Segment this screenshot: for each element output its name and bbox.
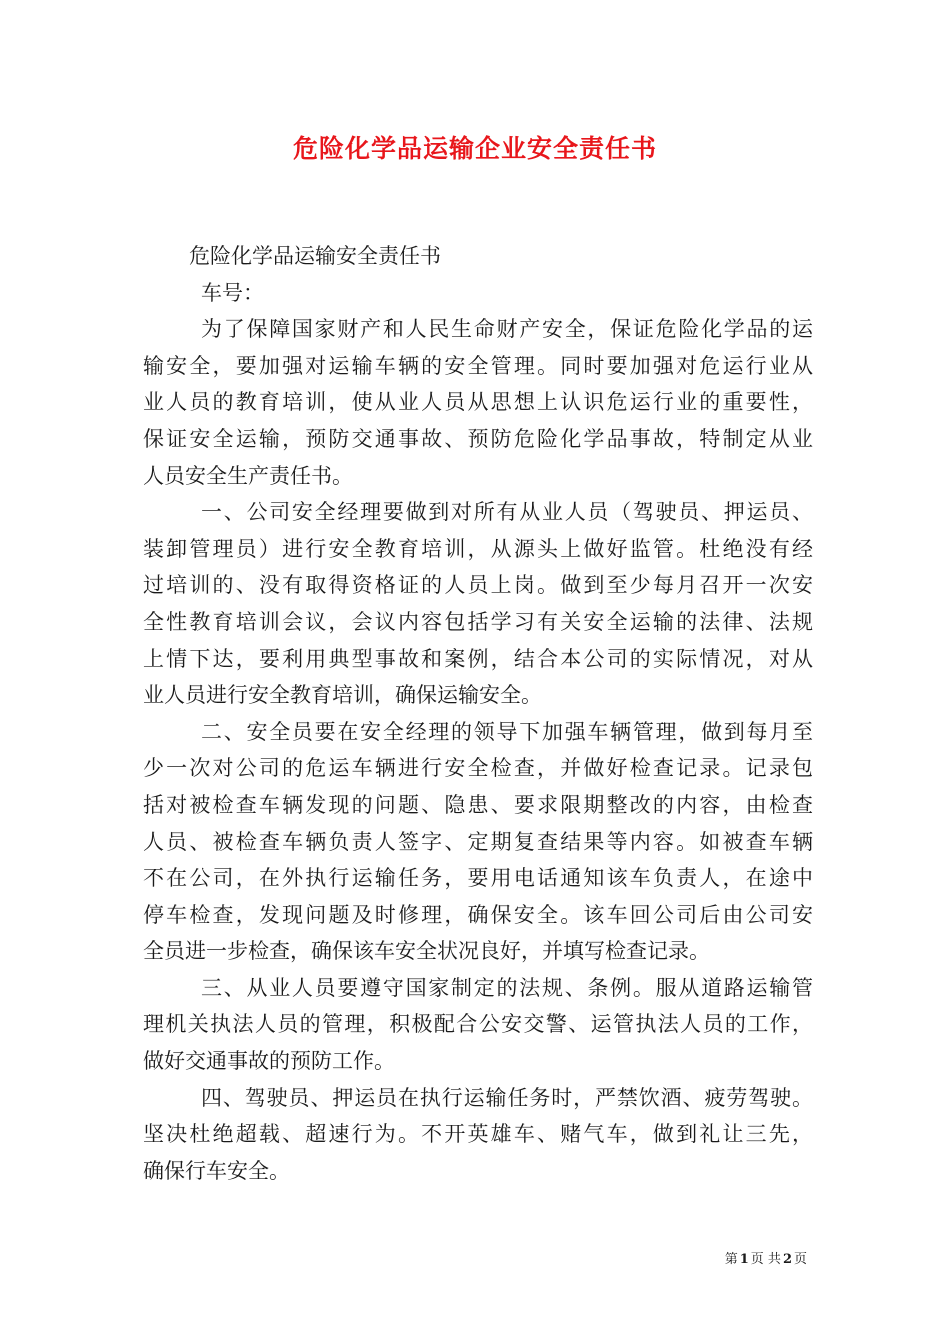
footer-total-pages: 2 (782, 1252, 792, 1267)
paragraph-line: 理机关执法人员的管理，积极配合公安交警、运管执法人员的工作， (143, 1012, 813, 1037)
paragraph-line: 输安全，要加强对运输车辆的安全管理。同时要加强对危运行业从 (143, 353, 813, 378)
paragraph-clause-1 (143, 494, 813, 714)
document-subtitle: 危险化学品运输安全责任书 (189, 244, 441, 268)
document-body (143, 238, 813, 1189)
footer-prefix: 第 (724, 1252, 738, 1267)
paragraph-list (143, 311, 813, 1189)
paragraph-line: 确保行车安全。 (143, 1158, 290, 1183)
paragraph-line: 少一次对公司的危运车辆进行安全检查，并做好检查记录。记录包 (143, 756, 813, 781)
footer-middle: 页 共 (750, 1252, 781, 1267)
paragraph-clause-2 (143, 714, 813, 970)
paragraph-line: 三、从业人员要遵守国家制定的法规、条例。服从道路运输管 (201, 975, 813, 1000)
paragraph-line: 括对被检查车辆发现的问题、隐患、要求限期整改的内容，由检查 (143, 792, 813, 817)
paragraph-line: 为了保障国家财产和人民生命财产安全，保证危险化学品的运 (201, 317, 813, 342)
paragraph-line: 做好交通事故的预防工作。 (143, 1049, 395, 1074)
paragraph-line: 全员进一步检查，确保该车安全状况良好，并填写检查记录。 (143, 939, 710, 964)
paragraph-clause-3 (143, 970, 813, 1080)
paragraph-line: 不在公司，在外执行运输任务，要用电话通知该车负责人，在途中 (143, 866, 813, 891)
document-title: 危险化学品运输企业安全责任书 (292, 134, 657, 163)
paragraph-line: 业人员的教育培训，使从业人员从思想上认识危运行业的重要性， (143, 390, 813, 415)
paragraph-line: 人员、被检查车辆负责人签字、定期复查结果等内容。如被查车辆 (143, 829, 813, 854)
vehicle-number-label: 车号： (201, 280, 264, 305)
paragraph-clause-4 (143, 1080, 813, 1190)
paragraph-line: 一、公司安全经理要做到对所有从业人员（驾驶员、押运员、 (201, 500, 813, 525)
paragraph-line: 业人员进行安全教育培训，确保运输安全。 (143, 683, 542, 708)
paragraph-line: 二、安全员要在安全经理的领导下加强车辆管理，做到每月至 (201, 719, 813, 744)
paragraph-line: 过培训的、没有取得资格证的人员上岗。做到至少每月召开一次安 (143, 573, 813, 598)
paragraph-line: 装卸管理员）进行安全教育培训，从源头上做好监管。杜绝没有经 (143, 536, 813, 561)
paragraph-intro (143, 311, 813, 494)
paragraph-line: 全性教育培训会议，会议内容包括学习有关安全运输的法律、法规 (143, 609, 813, 634)
paragraph-line: 上情下达，要利用典型事故和案例，结合本公司的实际情况，对从 (143, 646, 813, 671)
footer-current-page: 1 (739, 1252, 749, 1267)
footer-suffix: 页 (793, 1252, 807, 1267)
paragraph-line: 坚决杜绝超载、超速行为。不开英雄车、赌气车，做到礼让三先， (143, 1122, 813, 1147)
page-footer (725, 1248, 807, 1267)
paragraph-line: 保证安全运输，预防交通事故、预防危险化学品事故，特制定从业 (143, 426, 813, 451)
paragraph-line: 人员安全生产责任书。 (143, 463, 353, 488)
paragraph-line: 停车检查，发现问题及时修理，确保安全。该车回公司后由公司安 (143, 902, 813, 927)
paragraph-line: 四、驾驶员、押运员在执行运输任务时，严禁饮酒、疲劳驾驶。 (201, 1085, 813, 1110)
